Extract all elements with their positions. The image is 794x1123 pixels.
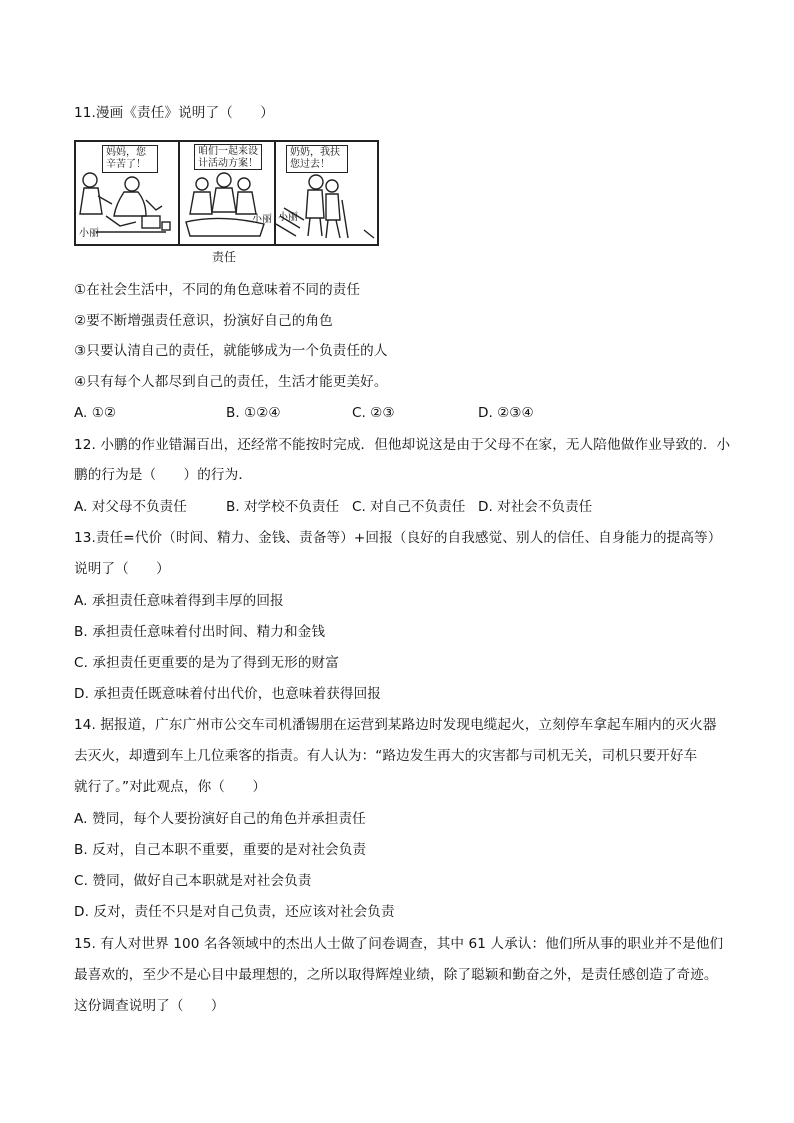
- speech-bubble-1: 妈妈，您辛苦了！: [102, 145, 158, 173]
- grandma-help-illustration: [276, 170, 376, 242]
- q12-options: [74, 498, 714, 516]
- q14-option-c[interactable]: C. 赞同，做好自己本职就是对社会负责: [74, 873, 312, 889]
- q12-option-c[interactable]: C. 对自己不负责任: [352, 499, 466, 515]
- q12-line-2: 鹏的行为是（ ）的行为．: [74, 467, 253, 483]
- q11-item-4: ④只有每个人都尽到自己的责任，生活才能更美好。: [74, 374, 388, 390]
- q12-option-a[interactable]: A. 对父母不负责任: [74, 499, 187, 515]
- q13-option-d[interactable]: D. 承担责任既意味着付出代价，也意味着获得回报: [74, 686, 381, 702]
- group-planning-illustration: [180, 170, 276, 242]
- comic-panel-3: [276, 142, 377, 244]
- speech-bubble-3: 奶奶，我扶您过去！: [286, 145, 348, 173]
- q14-option-b[interactable]: B. 反对，自己本职不重要，重要的是对社会负责: [74, 842, 367, 858]
- q11-stem: 11.漫画《责任》说明了（ ）: [74, 105, 274, 121]
- comic-panel-1: [76, 142, 180, 244]
- q15-line-3: 这份调查说明了（ ）: [74, 998, 225, 1014]
- q13-line-1: 13.责任=代价（时间、精力、金钱、责备等）+回报（良好的自我感觉、别人的信任、自身能力的提高等）: [74, 530, 722, 546]
- q11-item-2: ②要不断增强责任意识，扮演好自己的角色: [74, 313, 333, 329]
- person-name-label: 小丽: [252, 214, 272, 225]
- q11-option-a[interactable]: A. ①②: [74, 405, 117, 421]
- q14-option-d[interactable]: D. 反对，责任不只是对自己负责，还应该对社会负责: [74, 904, 395, 920]
- q11-item-1: ①在社会生活中，不同的角色意味着不同的责任: [74, 282, 361, 298]
- q11-item-3: ③只要认清自己的责任，就能够成为一个负责任的人: [74, 343, 388, 359]
- q13-option-a[interactable]: A. 承担责任意味着得到丰厚的回报: [74, 593, 284, 609]
- q14-option-a[interactable]: A. 赞同，每个人要扮演好自己的角色并承担责任: [74, 811, 366, 827]
- q14-line-1: 14. 据报道，广东广州市公交车司机潘锡朋在运营到某路边时发现电缆起火，立刻停车拿起车厢内的灭火器: [74, 717, 717, 733]
- q13-option-c[interactable]: C. 承担责任更重要的是为了得到无形的财富: [74, 655, 339, 671]
- q14-line-2: 去灭火，却遭到车上几位乘客的指责。有人认为：“路边发生再大的灾害都与司机无关，司机只要开好车: [74, 748, 698, 764]
- q11-option-d[interactable]: D. ②③④: [478, 405, 534, 421]
- q11-options: [74, 404, 714, 422]
- q11-option-c[interactable]: C. ②③: [352, 405, 395, 421]
- q12-option-b[interactable]: B. 对学校不负责任: [226, 499, 340, 515]
- q12-line-1: 12. 小鹏的作业错漏百出，还经常不能按时完成．但他却说这是由于父母不在家，无人陪他做作业导致的．小: [74, 437, 731, 453]
- q11-option-b[interactable]: B. ①②④: [226, 405, 281, 421]
- q13-line-2: 说明了（ ）: [74, 561, 170, 577]
- comic-panel-2: [180, 142, 276, 244]
- q15-line-1: 15. 有人对世界 100 名各领域中的杰出人士做了问卷调查，其中 61 人承认：他们所从事的职业并不是他们: [74, 936, 724, 952]
- q13-option-b[interactable]: B. 承担责任意味着付出时间、精力和金钱: [74, 624, 326, 640]
- q15-line-2: 最喜欢的，至少不是心目中最理想的，之所以取得辉煌业绩，除了聪颖和勤奋之外，是责任感创造了奇迹。: [74, 967, 718, 983]
- q14-line-3: 就行了。”对此观点，你（ ）: [74, 779, 267, 795]
- person-name-label: 小丽: [278, 212, 298, 223]
- q12-option-d[interactable]: D. 对社会不负责任: [478, 499, 593, 515]
- speech-bubble-2: 咱们一起来设计活动方案！: [194, 144, 262, 170]
- comic-responsibility: [74, 140, 379, 246]
- person-name-label: 小丽: [79, 228, 99, 239]
- comic-caption: 责任: [212, 250, 237, 264]
